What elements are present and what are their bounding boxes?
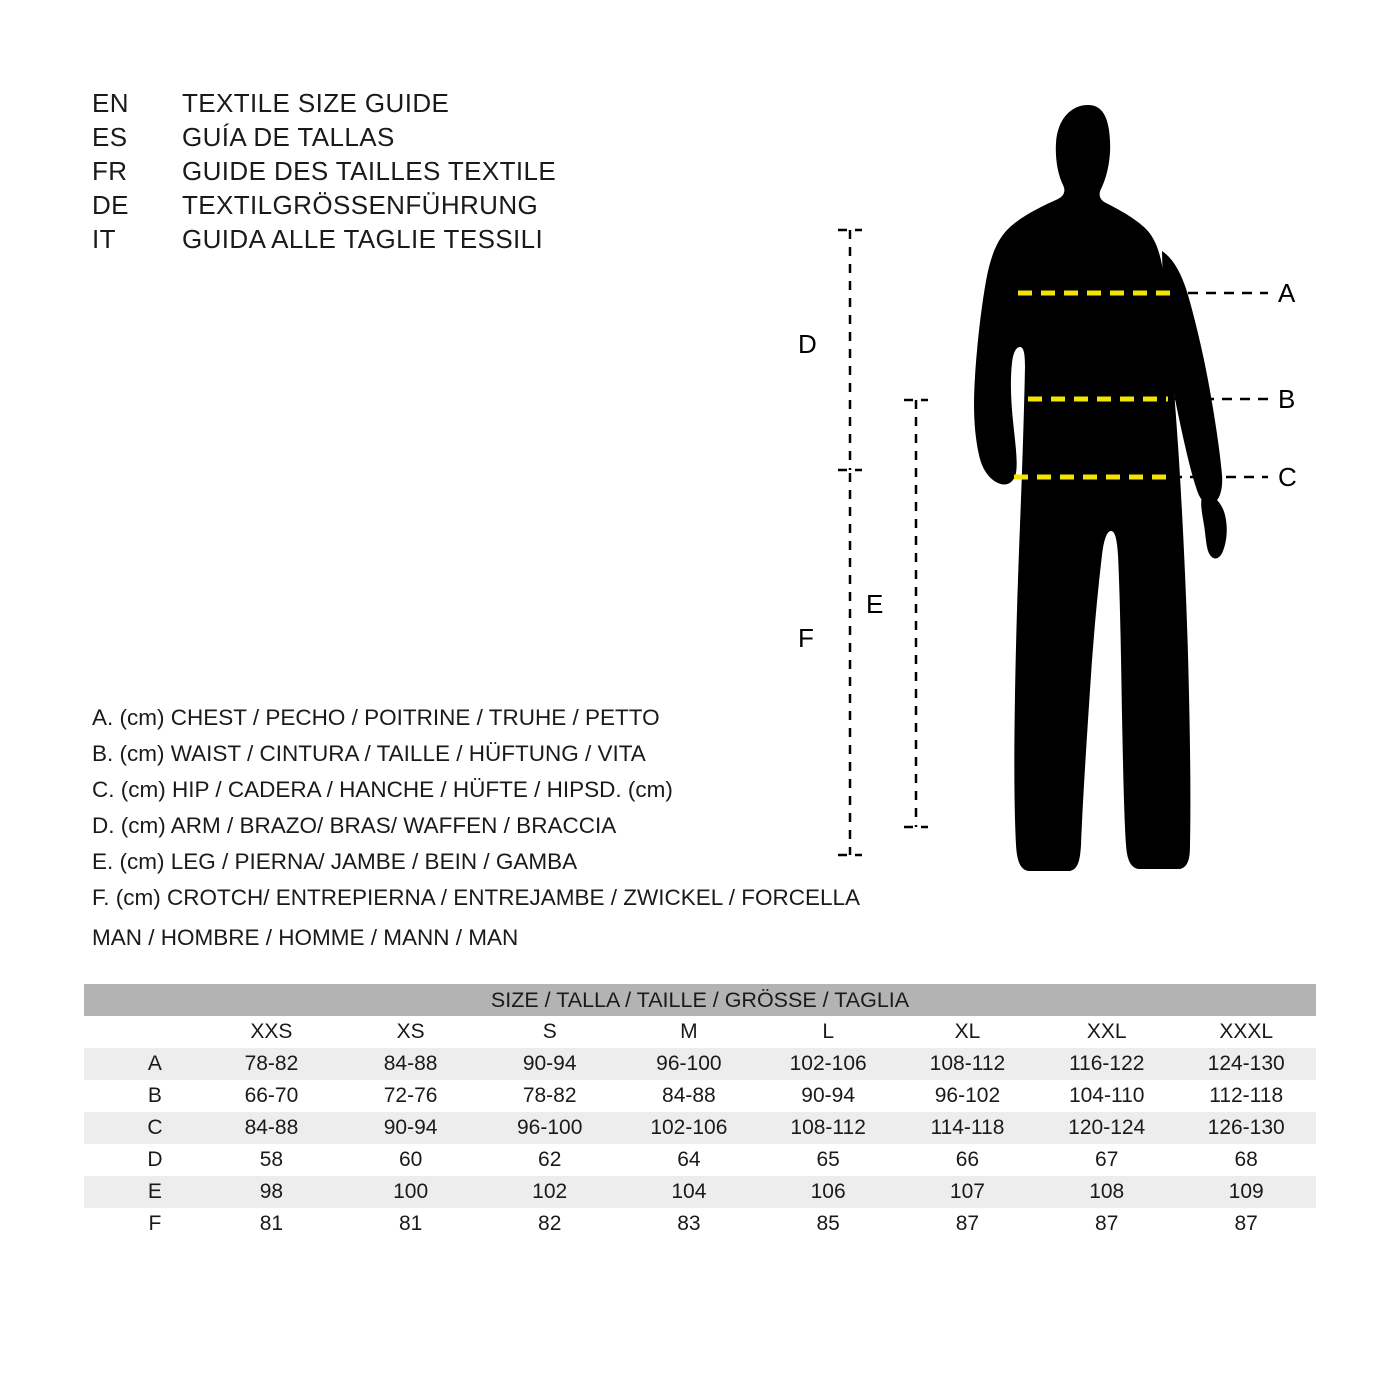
cell-e-m: 104 [619, 1176, 758, 1208]
cell-b-xxxl: 112-118 [1176, 1080, 1316, 1112]
cell-d-xxxl: 68 [1176, 1144, 1316, 1176]
cell-b-xxs: 66-70 [202, 1080, 341, 1112]
title-block [92, 88, 712, 258]
title-text-de: TEXTILGRÖSSENFÜHRUNG [182, 190, 539, 220]
cell-e-xxs: 98 [202, 1176, 341, 1208]
cell-d-xxl: 67 [1037, 1144, 1176, 1176]
title-lang-it: IT [92, 224, 116, 254]
row-letter-e: E [84, 1176, 202, 1208]
size-table-body [84, 984, 1316, 1240]
title-lang-es: ES [92, 122, 128, 152]
cell-d-xl: 66 [898, 1144, 1037, 1176]
cell-f-l: 85 [759, 1208, 898, 1240]
title-text-en: TEXTILE SIZE GUIDE [182, 88, 450, 118]
size-table-title: SIZE / TALLA / TAILLE / GRÖSSE / TAGLIA [84, 984, 1316, 1016]
size-header-s: S [480, 1016, 619, 1048]
cell-f-xs: 81 [341, 1208, 480, 1240]
size-table-title-row [84, 984, 1316, 1016]
row-letter-b: B [84, 1080, 202, 1112]
body-measurement-diagram [770, 55, 1330, 905]
cell-b-s: 78-82 [480, 1080, 619, 1112]
legend-line-a: A. (cm) CHEST / PECHO / POITRINE / TRUHE / PETTO [92, 705, 660, 730]
cell-b-xxl: 104-110 [1037, 1080, 1176, 1112]
cell-f-s: 82 [480, 1208, 619, 1240]
size-header-xxxl: XXXL [1176, 1016, 1316, 1048]
cell-f-xl: 87 [898, 1208, 1037, 1240]
size-header-xxs: XXS [202, 1016, 341, 1048]
row-letter-f: F [84, 1208, 202, 1240]
title-row-es [92, 122, 712, 156]
cell-e-l: 106 [759, 1176, 898, 1208]
table-row [84, 1208, 1316, 1240]
cell-a-xxxl: 124-130 [1176, 1048, 1316, 1080]
size-header-m: M [619, 1016, 758, 1048]
cell-e-xs: 100 [341, 1176, 480, 1208]
row-letter-c: C [84, 1112, 202, 1144]
table-row [84, 1144, 1316, 1176]
table-row [84, 1048, 1316, 1080]
title-row-de [92, 190, 712, 224]
cell-f-m: 83 [619, 1208, 758, 1240]
cell-b-l: 90-94 [759, 1080, 898, 1112]
cell-f-xxl: 87 [1037, 1208, 1176, 1240]
cell-f-xxs: 81 [202, 1208, 341, 1240]
size-header-blank [84, 1016, 202, 1048]
title-row-fr [92, 156, 712, 190]
title-lang-fr: FR [92, 156, 128, 186]
cell-e-s: 102 [480, 1176, 619, 1208]
size-header-xxl: XXL [1037, 1016, 1176, 1048]
cell-d-xs: 60 [341, 1144, 480, 1176]
man-silhouette [974, 105, 1227, 871]
marker-label-e: E [866, 589, 884, 619]
title-lang-en: EN [92, 88, 129, 118]
table-row [84, 1176, 1316, 1208]
cell-d-xxs: 58 [202, 1144, 341, 1176]
cell-c-xxl: 120-124 [1037, 1112, 1176, 1144]
cell-d-s: 62 [480, 1144, 619, 1176]
cell-c-xl: 114-118 [898, 1112, 1037, 1144]
table-row [84, 1112, 1316, 1144]
title-text-es: GUÍA DE TALLAS [182, 122, 395, 152]
cell-a-xxl: 116-122 [1037, 1048, 1176, 1080]
cell-c-xs: 90-94 [341, 1112, 480, 1144]
cell-e-xl: 107 [898, 1176, 1037, 1208]
row-letter-a: A [84, 1048, 202, 1080]
cell-c-xxxl: 126-130 [1176, 1112, 1316, 1144]
legend-line-c: C. (cm) HIP / CADERA / HANCHE / HÜFTE / HIPSD. (cm) [92, 777, 673, 802]
cell-f-xxxl: 87 [1176, 1208, 1316, 1240]
cell-a-xs: 84-88 [341, 1048, 480, 1080]
cell-a-m: 96-100 [619, 1048, 758, 1080]
marker-label-c: C [1278, 462, 1297, 492]
marker-label-a: A [1278, 278, 1296, 308]
cell-d-l: 65 [759, 1144, 898, 1176]
cell-c-xxs: 84-88 [202, 1112, 341, 1144]
cell-b-xl: 96-102 [898, 1080, 1037, 1112]
cell-a-xl: 108-112 [898, 1048, 1037, 1080]
title-row-en [92, 88, 712, 122]
legend-line-f: F. (cm) CROTCH/ ENTREPIERNA / ENTREJAMBE / ZWICKEL / FORCELLA [92, 885, 860, 910]
title-text-fr: GUIDE DES TAILLES TEXTILE [182, 156, 557, 186]
size-header-xs: XS [341, 1016, 480, 1048]
title-row-it [92, 224, 712, 258]
table-row [84, 1080, 1316, 1112]
row-letter-d: D [84, 1144, 202, 1176]
cell-a-xxs: 78-82 [202, 1048, 341, 1080]
legend-line-d: D. (cm) ARM / BRAZO/ BRAS/ WAFFEN / BRACCIA [92, 813, 617, 838]
cell-c-l: 108-112 [759, 1112, 898, 1144]
title-text-it: GUIDA ALLE TAGLIE TESSILI [182, 224, 544, 254]
cell-a-s: 90-94 [480, 1048, 619, 1080]
cell-c-s: 96-100 [480, 1112, 619, 1144]
cell-e-xxl: 108 [1037, 1176, 1176, 1208]
size-table [84, 984, 1316, 1240]
cell-b-m: 84-88 [619, 1080, 758, 1112]
gender-label: MAN / HOMBRE / HOMME / MANN / MAN [92, 925, 519, 950]
legend-line-b: B. (cm) WAIST / CINTURA / TAILLE / HÜFTUNG / VITA [92, 741, 646, 766]
dimension-lines [838, 230, 928, 855]
cell-d-m: 64 [619, 1144, 758, 1176]
title-lang-de: DE [92, 190, 129, 220]
size-header-l: L [759, 1016, 898, 1048]
cell-c-m: 102-106 [619, 1112, 758, 1144]
marker-label-b: B [1278, 384, 1296, 414]
cell-a-l: 102-106 [759, 1048, 898, 1080]
size-header-xl: XL [898, 1016, 1037, 1048]
marker-label-f: F [798, 623, 814, 653]
cell-e-xxxl: 109 [1176, 1176, 1316, 1208]
legend-line-e: E. (cm) LEG / PIERNA/ JAMBE / BEIN / GAMBA [92, 849, 578, 874]
size-table-sizes-row [84, 1016, 1316, 1048]
cell-b-xs: 72-76 [341, 1080, 480, 1112]
marker-label-d: D [798, 329, 817, 359]
measurement-legend [92, 700, 872, 916]
